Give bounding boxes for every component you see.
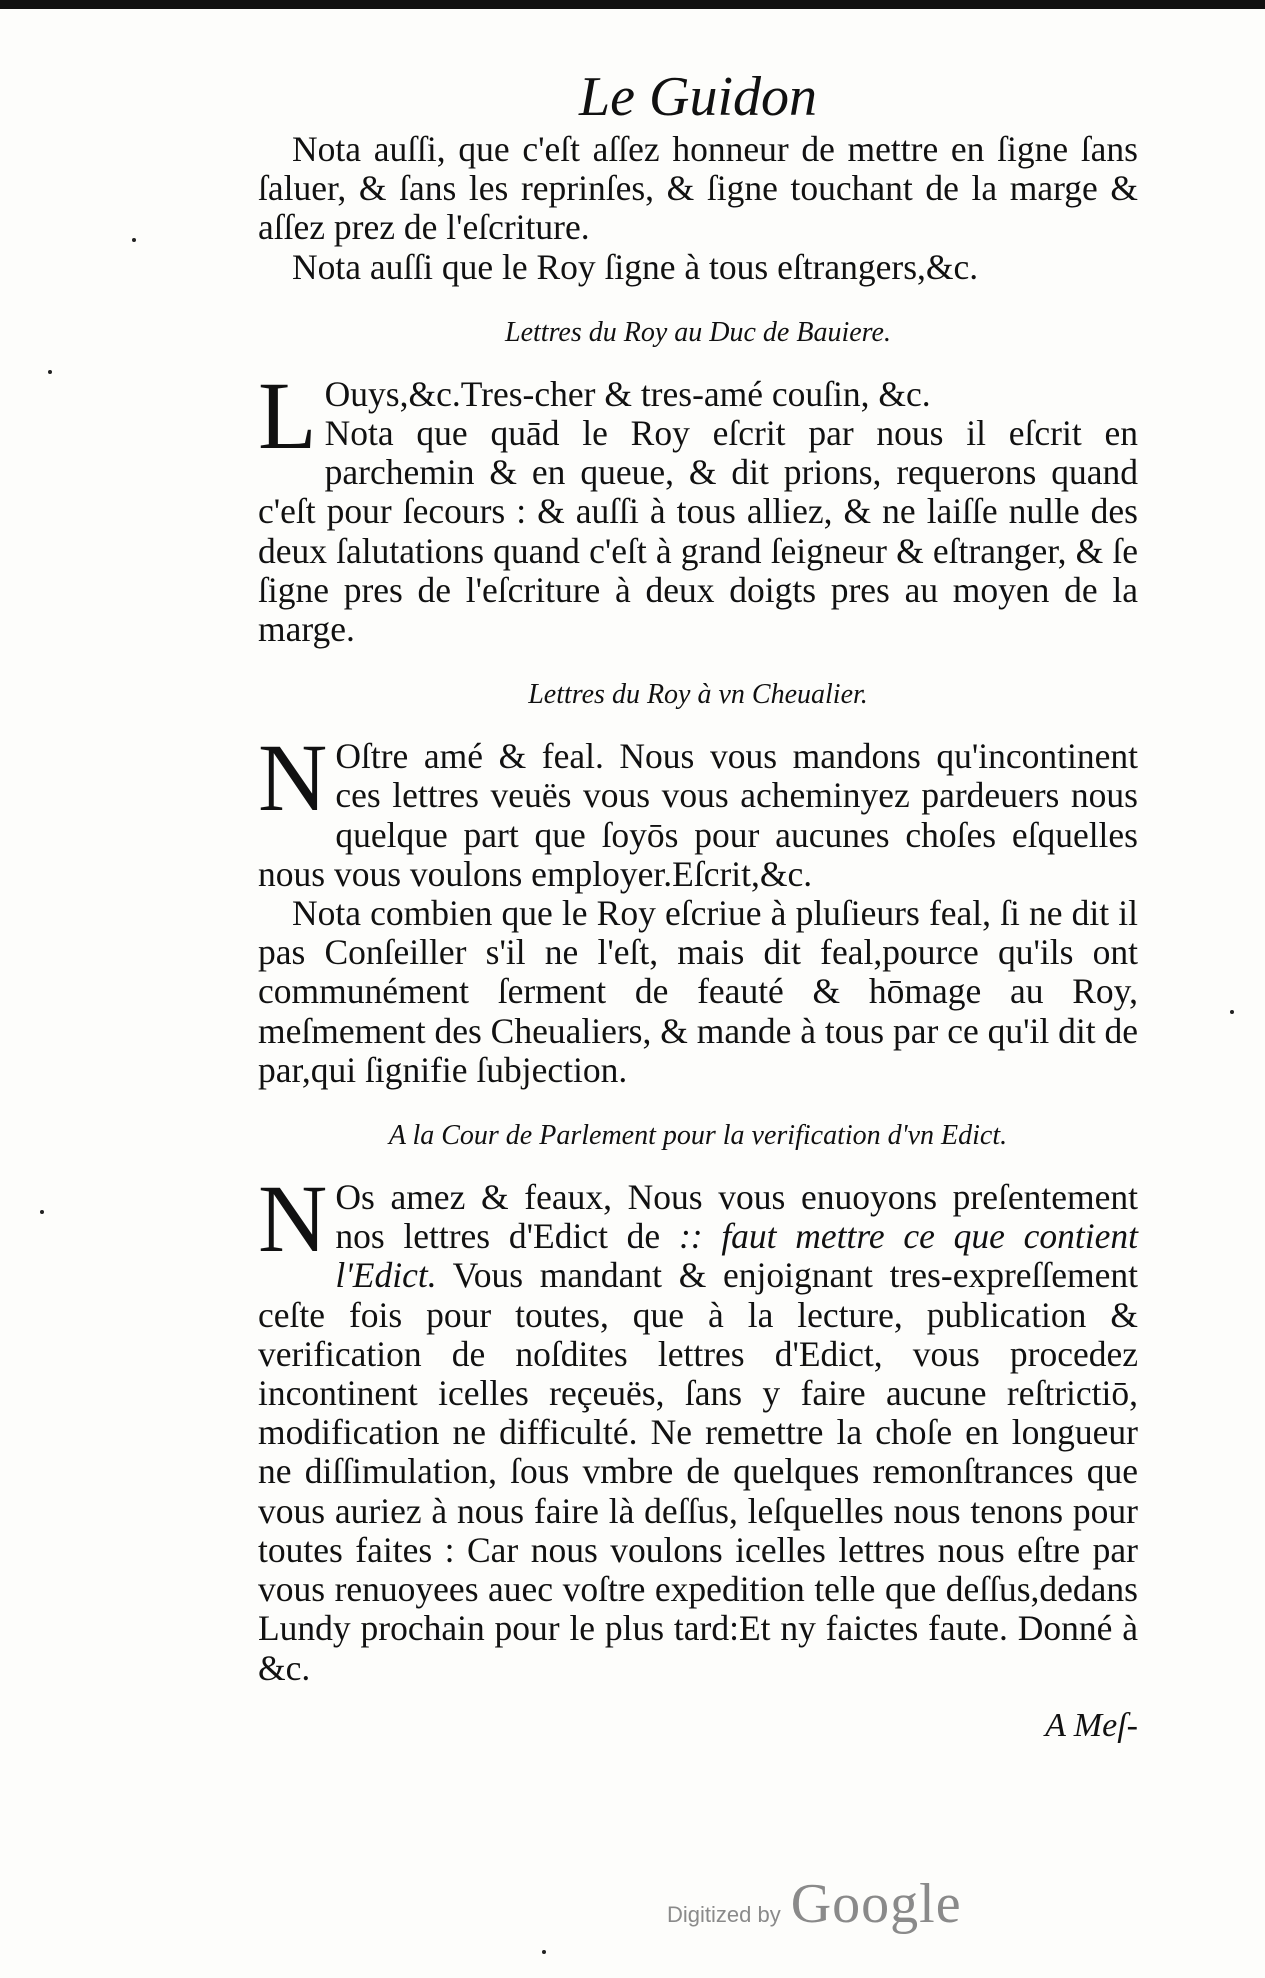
section-parlement-paragraph xyxy=(258,1165,1139,1688)
ink-speck xyxy=(542,1950,546,1954)
running-title: Le Guidon xyxy=(579,66,817,128)
google-logo: Google xyxy=(790,1873,962,1935)
ink-speck xyxy=(40,1210,44,1214)
section-heading-parlement: A la Cour de Parlement pour la verification d'vn Edict. xyxy=(388,1120,1008,1152)
watermark-small-text: Digitized by xyxy=(667,1902,781,1927)
ink-speck xyxy=(1230,1010,1234,1014)
book-page xyxy=(258,60,1138,1745)
ink-speck xyxy=(48,370,52,374)
catchword: A Meſ- xyxy=(1045,1706,1138,1744)
ink-speck xyxy=(132,238,136,242)
drop-cap-l: L xyxy=(258,361,317,469)
section-bauiere-text-1: Ouys,&c.Tres-cher & tres-amé couſin, &c. xyxy=(324,373,931,414)
section-bauiere-paragraph-1 xyxy=(258,361,1138,469)
page-top-border xyxy=(0,0,1265,9)
section-heading-cheualier: Lettres du Roy à vn Cheualier. xyxy=(528,679,868,711)
section-cheualier-paragraph-2: Nota combien que le Roy eſcriue à pluſieurs feal, ſi ne dit il pas Conſeiller s'il ne l'eſt, mais dit feal,pource qu'ils ont communément ſerment de feauté & hōmage au Roy, meſmement des Cheualiers, & mande à tous par ce qu'il dit de par,qui ſignifie ſubjection. xyxy=(258,893,1138,1090)
section-parlement-text-b: Vous mandant & enjoignant tres-expreſſement ceſte fois pour toutes, que à la lecture, publication & verification de noſdites lettres d'Edict, vous procedez incontinent icelles reçeuës, ſans y faire aucune reſtrictiō, modification ne difficulté. Ne remettre la choſe en longueur ne diſſimulation, ſous vmbre de quelques remonſtrances que vous auriez à nous faire là deſſus, leſquelles nous tenons pour toutes faites : Car nous voulons icelles lettres nous eſtre par vous renuoyees auec voſtre expedition telle que deſſus,dedans Lundy prochain pour le plus tard:Et ny faictes faute. Donné à &c. xyxy=(258,1255,1138,1688)
section-cheualier-paragraph-1 xyxy=(258,724,1138,894)
section-parlement-italic-note: :: faut mettre ce que contient l'Edict. xyxy=(335,1216,1139,1296)
section-heading-bauiere: Lettres du Roy au Duc de Bauiere. xyxy=(505,316,891,348)
section-cheualier-text-1: Oſtre amé & feal. Nous vous mandons qu'incontinent ces lettres veuës vous vous acheminyez pardeuers nous quelque part que ſoyōs pour aucunes choſes eſquelles nous vous voulons employer.Eſcrit,&c. xyxy=(258,736,1138,894)
drop-cap-n-2: N xyxy=(258,1165,328,1273)
section-parlement-text-a: Os amez & feaux, Nous vous enuoyons preſentement nos lettres d'Edict de xyxy=(335,1177,1138,1257)
digitized-watermark xyxy=(667,1872,962,1936)
intro-paragraph-1: Nota auſſi, que c'eſt aſſez honneur de mettre en ſigne ſans ſaluer, & ſans les reprinſes, & ſigne touchant de la marge & aſſez prez de l'eſcriture. xyxy=(258,129,1138,248)
drop-cap-n: N xyxy=(258,724,328,832)
intro-paragraph-2: Nota auſſi que le Roy ſigne à tous eſtrangers,&c. xyxy=(292,246,979,287)
section-bauiere-paragraph-2: Nota que quād le Roy eſcrit par nous il eſcrit en parchemin & en queue, & dit prions, requerons quand c'eſt pour ſecours : & auſſi à tous alliez, & ne laiſſe nulle des deux ſalutations quand c'eſt à grand ſeigneur & eſtranger, & ſe ſigne pres de l'eſcriture à deux doigts pres au moyen de la marge. xyxy=(258,413,1138,650)
